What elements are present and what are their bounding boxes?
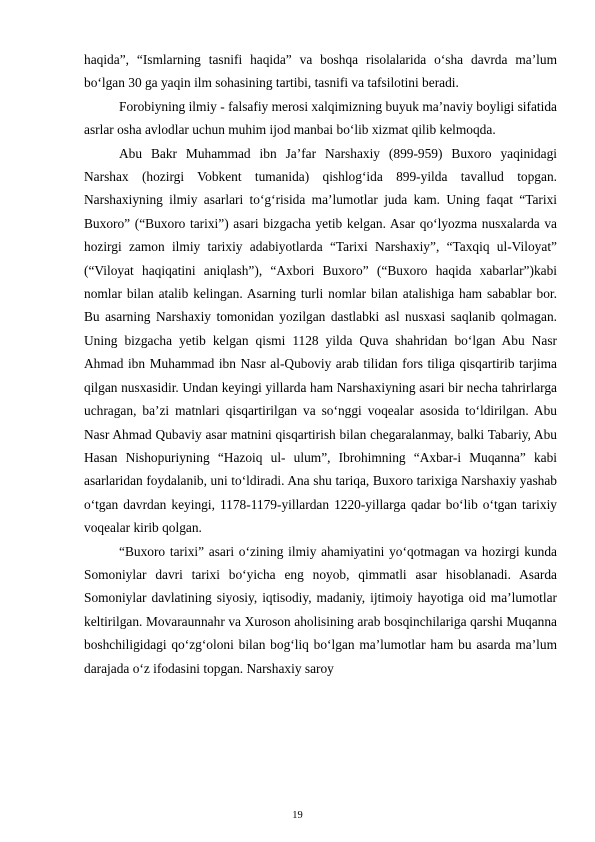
page-number: 19 <box>292 810 303 821</box>
paragraph-forobiy: Forobiyning ilmiy - falsafiy merosi xalqimizning buyuk ma’naviy boyligi sifatida asrlar osha avlodlar uchun muhim ijod manbai bo‘lib xizmat qilib kelmoqda. <box>84 98 557 138</box>
document-body <box>84 48 557 680</box>
paragraph-continuation: haqida”, “Ismlarning tasnifi haqida” va boshqa risolalarida o‘sha davrda ma’lum bo‘lgan 30 ga yaqin ilm sohasining tartibi, tasnifi va tafsilotini beradi. <box>84 52 557 91</box>
paragraph-buxoro-tarixi: “Buxoro tarixi” asari o‘zining ilmiy ahamiyatini yo‘qotmagan va hozirgi kunda Somoniylar davri tarixi bo‘yicha eng noyob, qimmatli asar hisoblanadi. Asarda Somoniylar davlatining siyosiy, iqtisodiy, madaniy, ijtimoiy hayotiga oid ma’lumotlar keltirilgan. Movaraunnahr va Xuroson aholisining arab bosqinchilariga qarshi Muqanna boshchiligidagi qo‘zg‘oloni bilan bog‘liq bo‘lgan ma’lumotlar ham bu asarda ma’lum darajada o‘z ifodasini topgan. Narshaxiy saroy <box>84 543 557 676</box>
paragraph-narshaxiy: Abu Bakr Muhammad ibn Ja’far Narshaxiy (899-959) Buxoro yaqinidagi Narshax (hozirgi Vobkent tumanida) qishlog‘ida 899-yilda tavallud topgan. Narshaxiyning ilmiy asarlari to‘g‘risida ma’lumotlar juda kam. Uning faqat “Tarixi Buxoro” (“Buxoro tarixi”) asari bizgacha yetib kelgan. Asar qo‘lyozma nusxalarda va hozirgi zamon ilmiy tarixiy adabiyotlarda “Tarixi Narshaxiy”, “Taxqiq ul-Viloyat” (“Viloyat haqiqatini aniqlash”), “Axbori Buxoro” (“Buxoro haqida xabarlar”)kabi nomlar bilan atalib kelingan. Asarning turli nomlar bilan atalishiga ham sabablar bor. Bu asarning Narshaxiy tomonidan yozilgan dastlabki asl nusxasi saqlanib qolmagan. Uning bizgacha yetib kelgan qismi 1128 yilda Quva shahridan bo‘lgan Abu Nasr Ahmad ibn Muhammad ibn Nasr al-Quboviy arab tilidan fors tiliga qisqartirib tarjima qilgan nusxasidir. Undan keyingi yillarda ham Narshaxiyning asari bir necha tahrirlarga uchragan, ba’zi matnlari qisqartirilgan va so‘nggi voqealar asosida to‘ldirilgan. Abu Nasr Ahmad Qubaviy asar matnini qisqartirish bilan chegaralanmay, balki Tabariy, Abu Hasan Nishopuriyning “Hazoiq ul- ulum”, Ibrohimning “Axbar-i Muqanna” kabi asarlaridan foydalanib, uni to‘ldiradi. Ana shu tariqa, Buxoro tarixiga Narshaxiy yashab o‘tgan davrdan keyingi, 1178-1179-yillardan 1220-yillarga qadar bo‘lib o‘tgan tarixiy voqealar kirib qolgan. <box>84 145 557 536</box>
